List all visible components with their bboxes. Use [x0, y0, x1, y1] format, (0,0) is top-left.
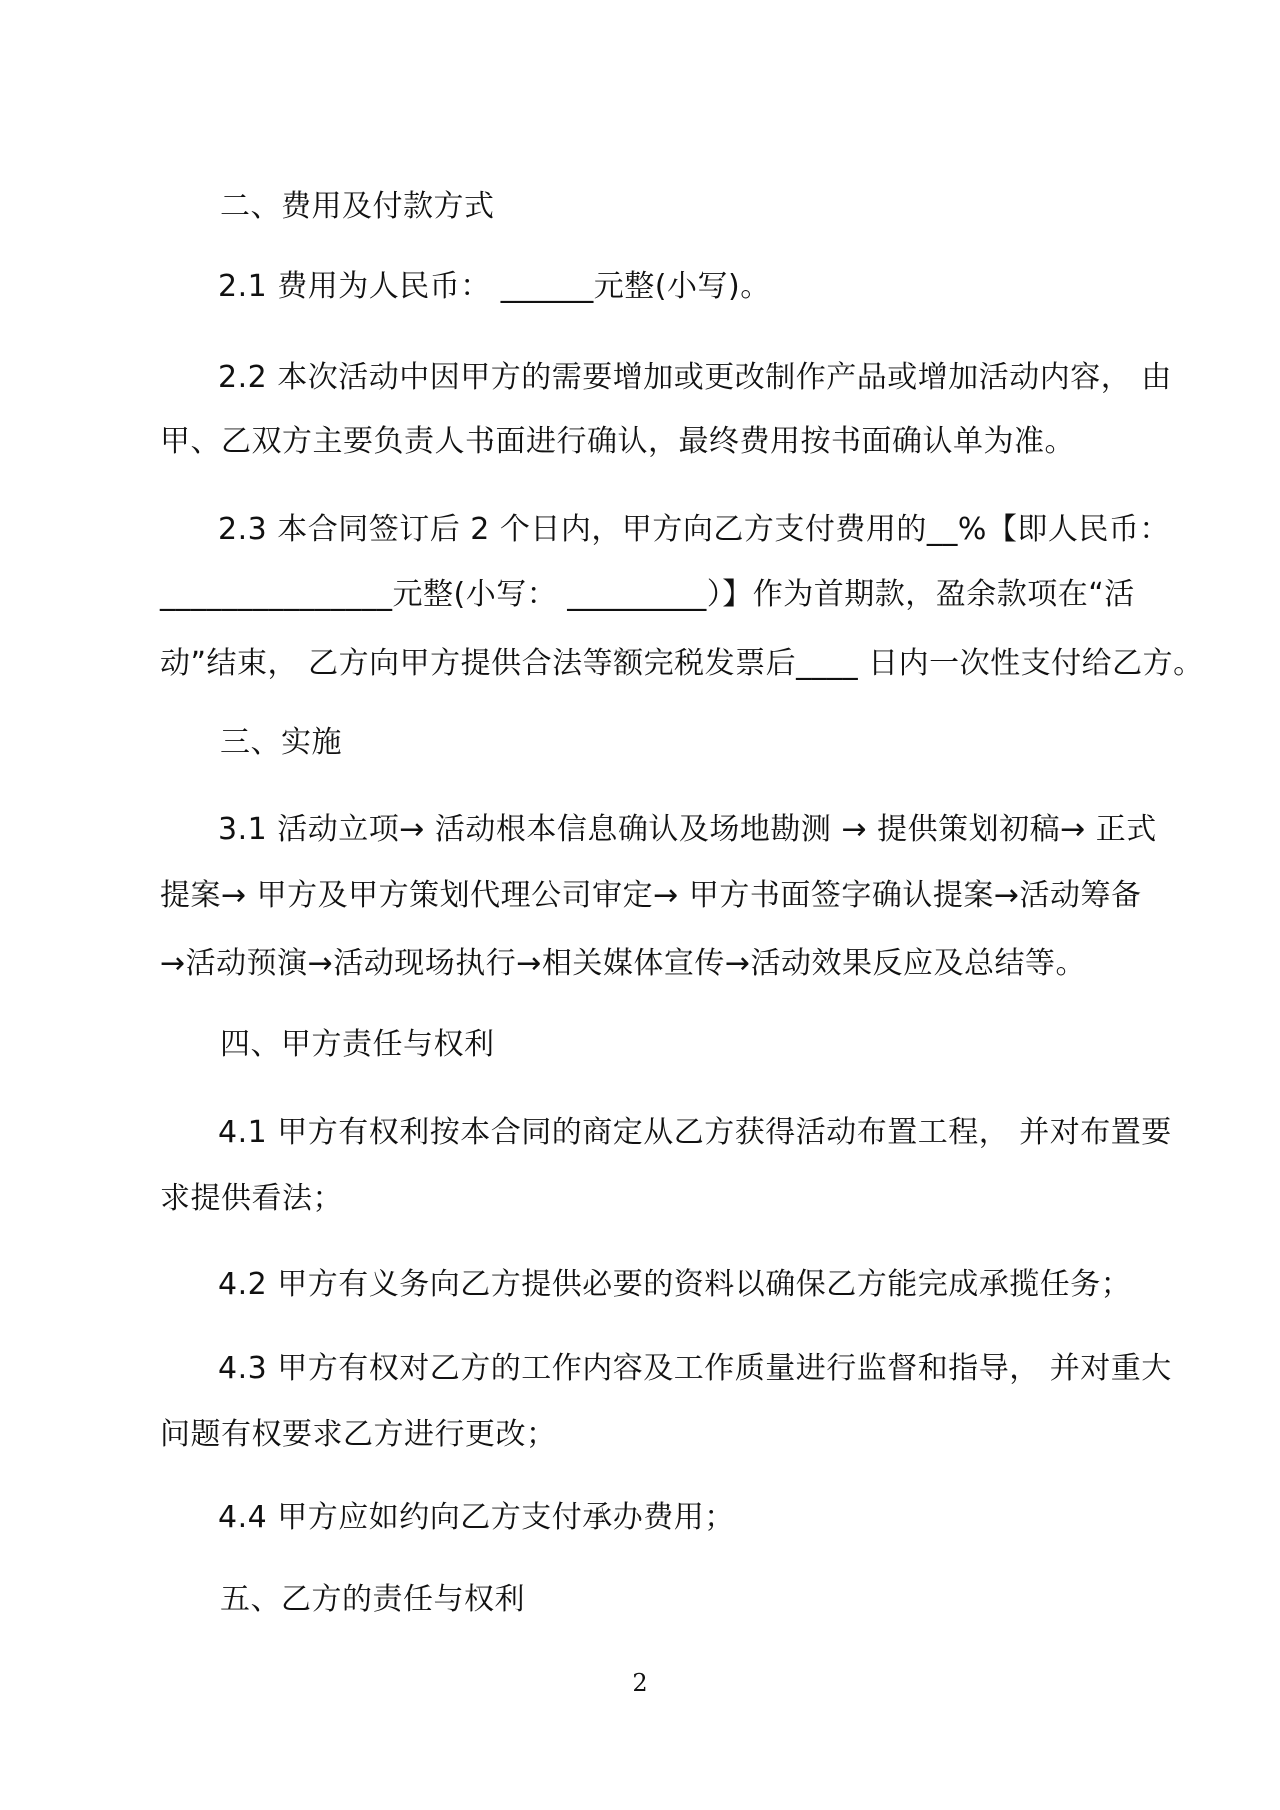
- clause-2-3-line-1: 2.3 本合同签订后 2 个日内，甲方向乙方支付费用的__%【即人民币：: [218, 512, 1170, 547]
- clause-4-3-line-1: 4.3 甲方有权对乙方的工作内容及工作质量进行监督和指导， 并对重大: [218, 1351, 1172, 1386]
- clause-4-3-line-2: 问题有权要求乙方进行更改；: [160, 1417, 557, 1452]
- clause-2-2-line-1: 2.2 本次活动中因甲方的需要增加或更改制作产品或增加活动内容， 由: [218, 360, 1172, 395]
- page-number: 2: [632, 1669, 648, 1697]
- section-heading-implementation: 三、实施: [220, 725, 342, 760]
- clause-2-3-line-3: 动”结束， 乙方向甲方提供合法等额完税发票后____ 日内一次性支付给乙方。: [160, 646, 1204, 681]
- clause-4-2: 4.2 甲方有义务向乙方提供必要的资料以确保乙方能完成承揽任务；: [218, 1267, 1132, 1302]
- section-heading-party-b: 五、乙方的责任与权利: [220, 1582, 525, 1617]
- clause-4-1-line-1: 4.1 甲方有权利按本合同的商定从乙方获得活动布置工程， 并对布置要: [218, 1115, 1172, 1150]
- clause-3-1-line-3: →活动预演→活动现场执行→相关媒体宣传→活动效果反应及总结等。: [160, 946, 1087, 981]
- section-heading-fees: 二、费用及付款方式: [220, 189, 495, 224]
- clause-2-3-line-2: _______________元整(小写： _________）】作为首期款，盈余款项在“活: [160, 577, 1135, 612]
- section-heading-party-a: 四、甲方责任与权利: [220, 1027, 495, 1062]
- clause-2-2-line-2: 甲、乙双方主要负责人书面进行确认，最终费用按书面确认单为准。: [160, 424, 1075, 459]
- clause-3-1-line-2: 提案→ 甲方及甲方策划代理公司审定→ 甲方书面签字确认提案→活动筹备: [160, 878, 1142, 913]
- clause-3-1-line-1: 3.1 活动立项→ 活动根本信息确认及场地勘测 → 提供策划初稿→ 正式: [218, 812, 1157, 847]
- clause-4-1-line-2: 求提供看法；: [160, 1181, 343, 1216]
- clause-4-4: 4.4 甲方应如约向乙方支付承办费用；: [218, 1500, 735, 1535]
- clause-2-1: 2.1 费用为人民币： ______元整(小写)。: [218, 269, 771, 304]
